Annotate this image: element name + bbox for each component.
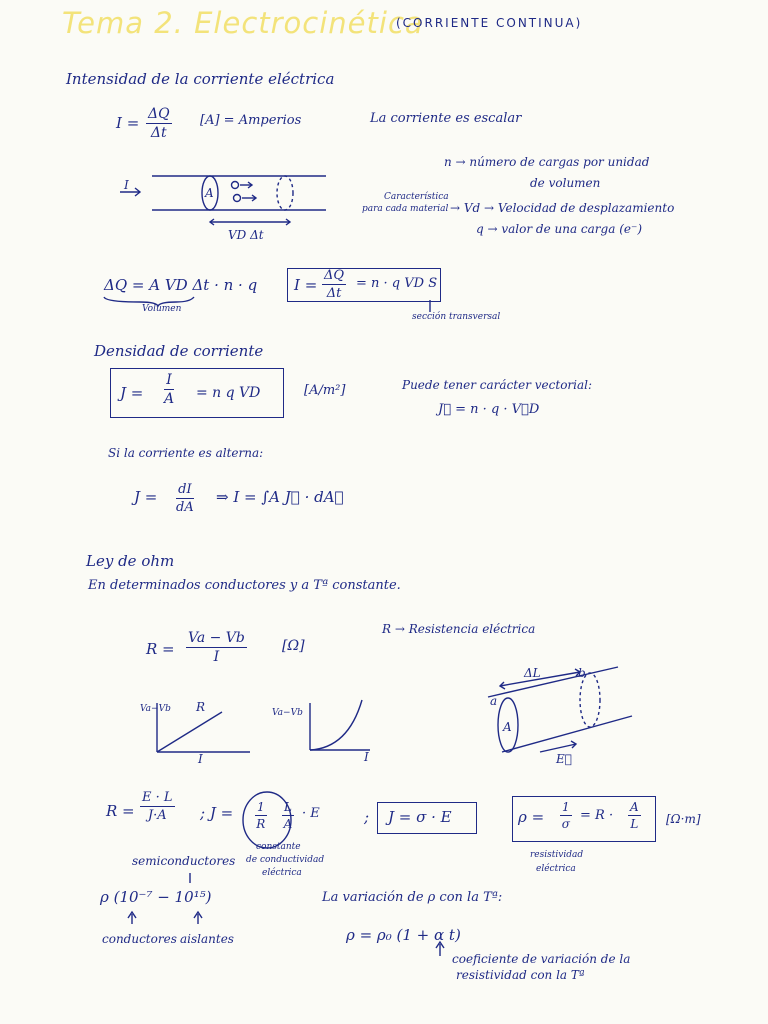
- page-title: Tema 2. Electrocinética: [62, 6, 424, 40]
- rho-range: ρ (10⁻⁷ − 10¹⁵): [100, 888, 212, 906]
- eq-J2-fraction1: [255, 800, 267, 831]
- eq-I-lhs: I =: [116, 114, 140, 132]
- eq-rho-lhs: ρ =: [518, 808, 545, 826]
- vector-eq: J⃗ = n · q · V⃗D: [438, 402, 540, 417]
- q-definition: q → valor de una carga (e⁻): [476, 222, 642, 236]
- page-subtitle: (CORRIENTE CONTINUA): [396, 16, 583, 30]
- eq-J2-denominator2: A: [283, 817, 293, 831]
- char-note-line2: para cada material: [362, 204, 449, 214]
- heading-ohm: Ley de ohm: [86, 552, 175, 570]
- eq-rho-fraction1: [560, 800, 572, 831]
- eq-R-numerator: Va − Vb: [188, 630, 245, 646]
- eq-J2-numerator2: L: [284, 800, 292, 814]
- units-rho: [Ω·m]: [666, 812, 701, 826]
- eq-rho-denominator1: σ: [561, 817, 570, 831]
- eq-J2-fraction2: [282, 800, 294, 831]
- semiconductores-label: semiconductores: [132, 854, 236, 868]
- n-definition-line2: de volumen: [530, 176, 601, 190]
- eq-rho-denominator2: L: [630, 817, 639, 831]
- char-note-line1: Característica: [384, 192, 449, 202]
- eq-rho-fraction2: [628, 800, 641, 831]
- coef-note-line1: coeficiente de variación de la: [452, 952, 631, 966]
- eq-dJ-denominator: dA: [176, 500, 194, 515]
- vector-note: Puede tener carácter vectorial:: [402, 378, 593, 392]
- graph1-R-label: R: [196, 700, 206, 714]
- eq-R2-denominator: J·A: [147, 808, 167, 823]
- boxed-eq-I-rhs: = n · q VD S: [356, 276, 438, 291]
- eq-J-rhs: = n q VD: [196, 385, 261, 401]
- eq-J-numerator: I: [164, 372, 174, 390]
- boxed-eq-I-fraction: [322, 268, 346, 301]
- seccion-label: sección transversal: [412, 312, 501, 322]
- eq-R-fraction: [186, 630, 247, 665]
- scalar-note: La corriente es escalar: [370, 111, 522, 126]
- vd-definition: → Vd → Velocidad de desplazamiento: [450, 201, 675, 215]
- heading-densidad: Densidad de corriente: [94, 342, 264, 360]
- eq-J-fraction: [164, 372, 174, 407]
- heading-intensidad: Intensidad de la corriente eléctrica: [66, 70, 335, 88]
- alterna-note: Si la corriente es alterna:: [108, 446, 264, 460]
- sigma-note-line3: eléctrica: [262, 868, 302, 878]
- ohm-intro: En determinados conductores y a Tª constante.: [88, 578, 401, 593]
- eq-I-numerator: ΔQ: [148, 106, 170, 122]
- rho-note-line2: eléctrica: [536, 864, 576, 874]
- units-ampere: [A] = Amperios: [200, 113, 302, 128]
- wire-dL-label: ΔL: [524, 666, 541, 680]
- fig-area-label: A: [205, 186, 214, 200]
- eq-J2-rhs: · E: [302, 806, 320, 821]
- wire-point-b: b: [578, 666, 586, 680]
- eq-I-denominator: Δt: [150, 125, 167, 141]
- eq-rho-mid: = R ·: [580, 808, 614, 823]
- aislantes-label: aislantes: [180, 932, 234, 946]
- eq-J-denominator: A: [164, 391, 175, 407]
- fig-vd-dt-label: VD Δt: [228, 228, 264, 242]
- eq-rho-T: ρ = ρ₀ (1 + α t): [346, 926, 461, 944]
- conductores-label: conductores: [102, 932, 177, 946]
- rho-note-line1: resistividad: [530, 850, 584, 860]
- volumen-label: Volumen: [142, 304, 182, 314]
- eq-rho-numerator1: 1: [562, 800, 570, 814]
- graph2-ylabel: Va−Vb: [272, 708, 303, 718]
- wire-area-label: A: [503, 720, 512, 734]
- sigma-note-line1: constante: [256, 842, 301, 852]
- eq-R-denominator: I: [213, 649, 220, 665]
- eq-dJ-fraction: [176, 482, 194, 515]
- sigma-note-line2: de conductividad: [246, 855, 325, 865]
- boxed-eq-I-lhs: I =: [294, 276, 318, 294]
- graph1-xlabel: I: [198, 752, 203, 766]
- coef-note-line2: resistividad con la Tª: [456, 968, 585, 982]
- eq-rho-numerator2: A: [630, 800, 639, 814]
- eq-J3-semicolon: ;: [364, 808, 370, 826]
- eq-R-lhs: R =: [146, 640, 175, 658]
- eq-J2-numerator1: 1: [257, 800, 265, 814]
- eq-R2-fraction: [140, 790, 175, 823]
- eq-J-lhs: J =: [120, 384, 144, 402]
- eq-delta-Q: ΔQ = A VD Δt · n · q: [104, 276, 258, 294]
- eq-J2-lhs: ; J =: [200, 804, 234, 822]
- boxed-eq-I-denominator: Δt: [326, 286, 342, 301]
- variacion-note: La variación de ρ con la Tª:: [322, 890, 503, 905]
- n-definition-line1: n → número de cargas por unidad: [444, 155, 650, 169]
- eq-R2-numerator: E · L: [142, 790, 173, 805]
- wire-E-label: E⃗: [556, 752, 572, 766]
- graph2-xlabel: I: [364, 750, 369, 764]
- eq-J3: J = σ · E: [388, 808, 452, 826]
- eq-integral: ⇒ I = ∫A J⃗ · dA⃗: [216, 488, 344, 506]
- eq-dJ-lhs: J =: [134, 488, 158, 506]
- R-definition: R → Resistencia eléctrica: [382, 622, 536, 636]
- units-J: [A/m²]: [304, 383, 346, 398]
- eq-dJ-numerator: dI: [176, 482, 194, 499]
- graph1-ylabel: Va−Vb: [140, 704, 171, 714]
- units-ohm: [Ω]: [282, 638, 305, 654]
- fig-current-label: I: [124, 178, 129, 192]
- wire-point-a: a: [490, 694, 498, 708]
- eq-R2-lhs: R =: [106, 802, 135, 820]
- eq-J2-denominator1: R: [256, 817, 266, 831]
- boxed-eq-I-numerator: ΔQ: [324, 268, 345, 283]
